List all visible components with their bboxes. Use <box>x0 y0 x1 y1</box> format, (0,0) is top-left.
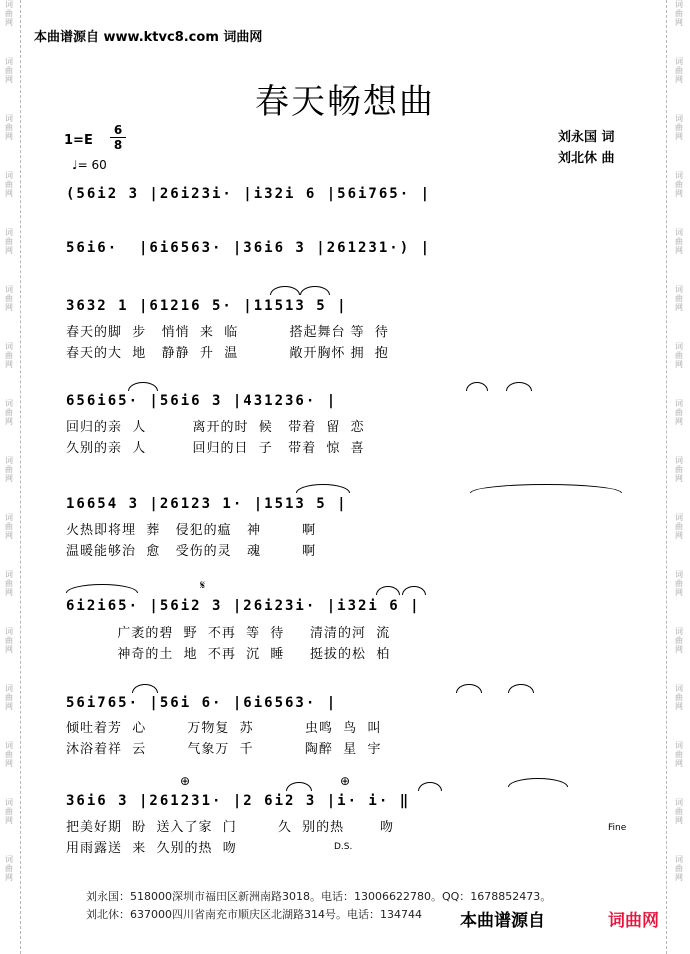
watermark-glyph: 词 <box>5 0 13 9</box>
watermark-glyph: 曲 <box>5 123 13 132</box>
watermark-glyphs <box>672 456 686 483</box>
brand-logo-text: 词曲网 <box>608 911 659 931</box>
watermark-glyph: 网 <box>675 246 683 255</box>
watermark-glyph: 词 <box>675 171 683 180</box>
ds-marking: D.S. <box>334 842 353 852</box>
lyric-row-5-verse-2: 温暖能够治 愈 受伤的灵 魂 啊 <box>66 544 317 559</box>
time-signature <box>110 124 126 151</box>
watermark-glyph: 网 <box>5 303 13 312</box>
lyric-row-6-verse-2: 神奇的土 地 不再 沉 睡 挺拔的松 柏 <box>66 647 391 662</box>
watermark-glyph: 网 <box>5 360 13 369</box>
left-watermark-strip <box>2 0 16 954</box>
watermark-glyphs <box>2 0 16 27</box>
watermark-glyph: 词 <box>675 285 683 294</box>
watermark-glyph: 词 <box>5 228 13 237</box>
watermark-glyph: 曲 <box>675 522 683 531</box>
tie <box>418 782 442 791</box>
watermark-glyph: 网 <box>5 759 13 768</box>
tie <box>376 586 400 595</box>
watermark-glyph: 曲 <box>5 66 13 75</box>
watermark-glyph: 词 <box>5 399 13 408</box>
watermark-glyph: 曲 <box>5 522 13 531</box>
watermark-glyphs <box>2 741 16 768</box>
watermark-glyph: 曲 <box>675 9 683 18</box>
watermark-glyphs <box>2 627 16 654</box>
tie <box>508 778 568 787</box>
watermark-glyphs <box>672 570 686 597</box>
watermark-glyph: 词 <box>675 627 683 636</box>
score-row-2: 56i6· |6i6563· |36i6 3 |261231·) | <box>66 240 432 256</box>
tie <box>506 382 532 391</box>
score-row-8: 36i6 3 |261231· |2 6i2 3 |i· i· ‖ <box>66 793 411 809</box>
watermark-glyph: 曲 <box>675 864 683 873</box>
watermark-glyph: 曲 <box>5 351 13 360</box>
segno-sign: 𝄋 <box>200 578 206 592</box>
watermark-glyph: 网 <box>5 645 13 654</box>
tie <box>456 684 482 693</box>
watermark-glyph: 网 <box>675 531 683 540</box>
watermark-glyph: 网 <box>5 588 13 597</box>
left-dashed-line <box>20 0 21 954</box>
watermark-glyph: 网 <box>5 474 13 483</box>
watermark-glyph: 曲 <box>675 294 683 303</box>
watermark-glyphs <box>672 855 686 882</box>
watermark-glyph: 网 <box>5 702 13 711</box>
lyric-row-8-verse-2: 用雨露送 来 久别的热 吻 <box>66 841 253 856</box>
watermark-glyph: 曲 <box>5 237 13 246</box>
watermark-glyph: 网 <box>5 132 13 141</box>
watermark-glyph: 词 <box>5 114 13 123</box>
watermark-glyph: 曲 <box>5 465 13 474</box>
watermark-glyph: 词 <box>675 228 683 237</box>
right-dashed-line <box>666 0 667 954</box>
watermark-glyph: 曲 <box>5 636 13 645</box>
watermark-glyphs <box>672 228 686 255</box>
time-bottom: 8 <box>113 138 123 152</box>
watermark-glyph: 词 <box>675 798 683 807</box>
tie <box>470 484 622 493</box>
tie <box>128 382 158 391</box>
score-row-4: 656i65· |56i6 3 |431236· | <box>66 393 338 409</box>
lyric-row-8-verse-1: 把美好期 盼 送入了家 门 久 别的热 吻 <box>66 820 395 835</box>
watermark-glyphs <box>2 456 16 483</box>
watermark-glyph: 词 <box>675 399 683 408</box>
watermark-glyph: 词 <box>5 684 13 693</box>
key-signature: 1=E <box>64 133 93 148</box>
coda-sign: ⊕ <box>180 774 191 788</box>
footer-contact-composer: 刘北休：637000四川省南充市顺庆区北湖路314号。电话：134744 <box>86 908 422 921</box>
watermark-glyph: 词 <box>5 171 13 180</box>
watermark-glyph: 网 <box>675 474 683 483</box>
watermark-glyphs <box>672 342 686 369</box>
tie <box>300 286 330 295</box>
watermark-glyph: 网 <box>675 588 683 597</box>
watermark-glyph: 网 <box>5 873 13 882</box>
watermark-glyph: 曲 <box>675 693 683 702</box>
watermark-glyph: 网 <box>675 18 683 27</box>
lyricist-credit: 刘永国 词 <box>558 130 615 145</box>
watermark-glyph: 网 <box>675 645 683 654</box>
watermark-glyph: 曲 <box>5 579 13 588</box>
watermark-glyphs <box>672 684 686 711</box>
watermark-glyph: 曲 <box>5 693 13 702</box>
watermark-glyph: 曲 <box>675 750 683 759</box>
tie <box>132 684 158 693</box>
watermark-glyphs <box>672 171 686 198</box>
lyric-row-3-verse-1: 春天的脚 步 悄悄 来 临 搭起舞台 等 待 <box>66 325 389 340</box>
watermark-glyphs <box>2 342 16 369</box>
watermark-glyph: 网 <box>675 189 683 198</box>
watermark-glyph: 曲 <box>675 579 683 588</box>
watermark-glyph: 词 <box>675 0 683 9</box>
watermark-glyph: 网 <box>675 132 683 141</box>
watermark-glyph: 词 <box>5 855 13 864</box>
watermark-glyph: 网 <box>675 873 683 882</box>
tie <box>466 382 488 391</box>
watermark-glyph: 曲 <box>675 66 683 75</box>
watermark-glyph: 词 <box>675 570 683 579</box>
watermark-glyphs <box>672 798 686 825</box>
watermark-glyph: 网 <box>675 759 683 768</box>
watermark-glyphs <box>2 798 16 825</box>
watermark-glyph: 曲 <box>675 237 683 246</box>
lyric-row-7-verse-1: 倾吐着芳 心 万物复 苏 虫鸣 鸟 叫 <box>66 721 382 736</box>
watermark-glyph: 曲 <box>675 807 683 816</box>
watermark-glyph: 网 <box>5 816 13 825</box>
watermark-glyph: 词 <box>5 570 13 579</box>
tie <box>270 286 300 295</box>
tie <box>508 684 534 693</box>
watermark-glyph: 曲 <box>675 180 683 189</box>
watermark-glyphs <box>2 171 16 198</box>
watermark-glyph: 网 <box>675 816 683 825</box>
lyric-row-6-verse-1: 广袤的碧 野 不再 等 待 清清的河 流 <box>66 626 391 641</box>
watermark-glyph: 曲 <box>675 408 683 417</box>
watermark-glyph: 词 <box>5 627 13 636</box>
watermark-glyphs <box>2 855 16 882</box>
watermark-glyphs <box>2 228 16 255</box>
watermark-glyph: 网 <box>675 75 683 84</box>
lyric-row-7-verse-2: 沐浴着祥 云 气象万 千 陶醉 星 宇 <box>66 742 382 757</box>
watermark-glyph: 曲 <box>5 864 13 873</box>
watermark-glyph: 曲 <box>5 408 13 417</box>
watermark-glyph: 曲 <box>5 294 13 303</box>
lyric-row-3-verse-2: 春天的大 地 静静 升 温 敞开胸怀 拥 抱 <box>66 346 389 361</box>
score-row-5: 16654 3 |26123 1· |1513 5 | <box>66 496 348 512</box>
watermark-glyphs <box>672 0 686 27</box>
tie <box>286 782 312 791</box>
watermark-glyphs <box>2 570 16 597</box>
watermark-glyph: 词 <box>5 456 13 465</box>
coda-sign: ⊕ <box>340 774 351 788</box>
watermark-glyph: 网 <box>5 417 13 426</box>
watermark-glyph: 词 <box>5 741 13 750</box>
watermark-glyph: 词 <box>675 57 683 66</box>
source-header: 本曲谱源自 www.ktvc8.com 词曲网 <box>34 30 263 45</box>
watermark-glyph: 网 <box>675 702 683 711</box>
footer-contact-lyricist: 刘永国：518000深圳市福田区新洲南路3018。电话：13006622780。QQ：1678852473。 <box>86 890 552 903</box>
watermark-glyph: 词 <box>5 285 13 294</box>
watermark-glyph: 曲 <box>5 180 13 189</box>
watermark-glyph: 词 <box>675 741 683 750</box>
watermark-glyph: 曲 <box>675 351 683 360</box>
lyric-row-4-verse-1: 回归的亲 人 离开的时 候 带着 留 恋 <box>66 420 365 435</box>
watermark-glyph: 词 <box>5 798 13 807</box>
watermark-glyph: 词 <box>675 456 683 465</box>
watermark-glyph: 网 <box>5 531 13 540</box>
watermark-glyph: 网 <box>5 75 13 84</box>
watermark-glyph: 词 <box>675 342 683 351</box>
lyric-row-4-verse-2: 久别的亲 人 回归的日 子 带着 惊 喜 <box>66 441 365 456</box>
watermark-glyph: 词 <box>675 114 683 123</box>
score-row-7: 56i765· |56i 6· |6i6563· | <box>66 695 338 711</box>
song-title: 春天畅想曲 <box>255 82 435 122</box>
brand-source-text: 本曲谱源自 <box>460 911 545 931</box>
watermark-glyph: 曲 <box>5 807 13 816</box>
time-top: 6 <box>113 123 123 137</box>
tempo-marking: ♩= 60 <box>72 158 107 172</box>
watermark-glyph: 词 <box>675 855 683 864</box>
watermark-glyph: 曲 <box>5 750 13 759</box>
watermark-glyphs <box>672 627 686 654</box>
watermark-glyph: 网 <box>675 360 683 369</box>
composer-credit: 刘北休 曲 <box>558 151 615 166</box>
watermark-glyph: 词 <box>675 513 683 522</box>
watermark-glyph: 曲 <box>675 123 683 132</box>
watermark-glyph: 词 <box>5 57 13 66</box>
watermark-glyphs <box>2 285 16 312</box>
watermark-glyph: 网 <box>5 246 13 255</box>
right-watermark-strip <box>672 0 686 954</box>
score-row-3: 3632 1 |61216 5· |11513 5 | <box>66 298 348 314</box>
score-row-6: 6i2i65· |56i2 3 |26i23i· |i32i 6 | <box>66 598 421 614</box>
watermark-glyphs <box>2 399 16 426</box>
watermark-glyph: 网 <box>5 18 13 27</box>
watermark-glyph: 词 <box>675 684 683 693</box>
watermark-glyphs <box>2 513 16 540</box>
watermark-glyph: 曲 <box>675 465 683 474</box>
watermark-glyph: 曲 <box>675 636 683 645</box>
watermark-glyph: 词 <box>5 513 13 522</box>
watermark-glyph: 曲 <box>5 9 13 18</box>
tie <box>66 584 138 593</box>
watermark-glyph: 网 <box>675 417 683 426</box>
watermark-glyphs <box>2 684 16 711</box>
watermark-glyph: 网 <box>675 303 683 312</box>
score-row-1: (56i2 3 |26i23i· |i32i 6 |56i765· | <box>66 186 432 202</box>
fine-marking: Fine <box>608 823 627 833</box>
watermark-glyphs <box>672 399 686 426</box>
watermark-glyphs <box>672 741 686 768</box>
tie <box>402 586 426 595</box>
lyric-row-5-verse-1: 火热即将埋 葬 侵犯的瘟 神 啊 <box>66 523 317 538</box>
watermark-glyph: 词 <box>5 342 13 351</box>
watermark-glyph: 网 <box>5 189 13 198</box>
watermark-glyphs <box>672 285 686 312</box>
tie <box>296 484 350 493</box>
watermark-glyphs <box>672 513 686 540</box>
